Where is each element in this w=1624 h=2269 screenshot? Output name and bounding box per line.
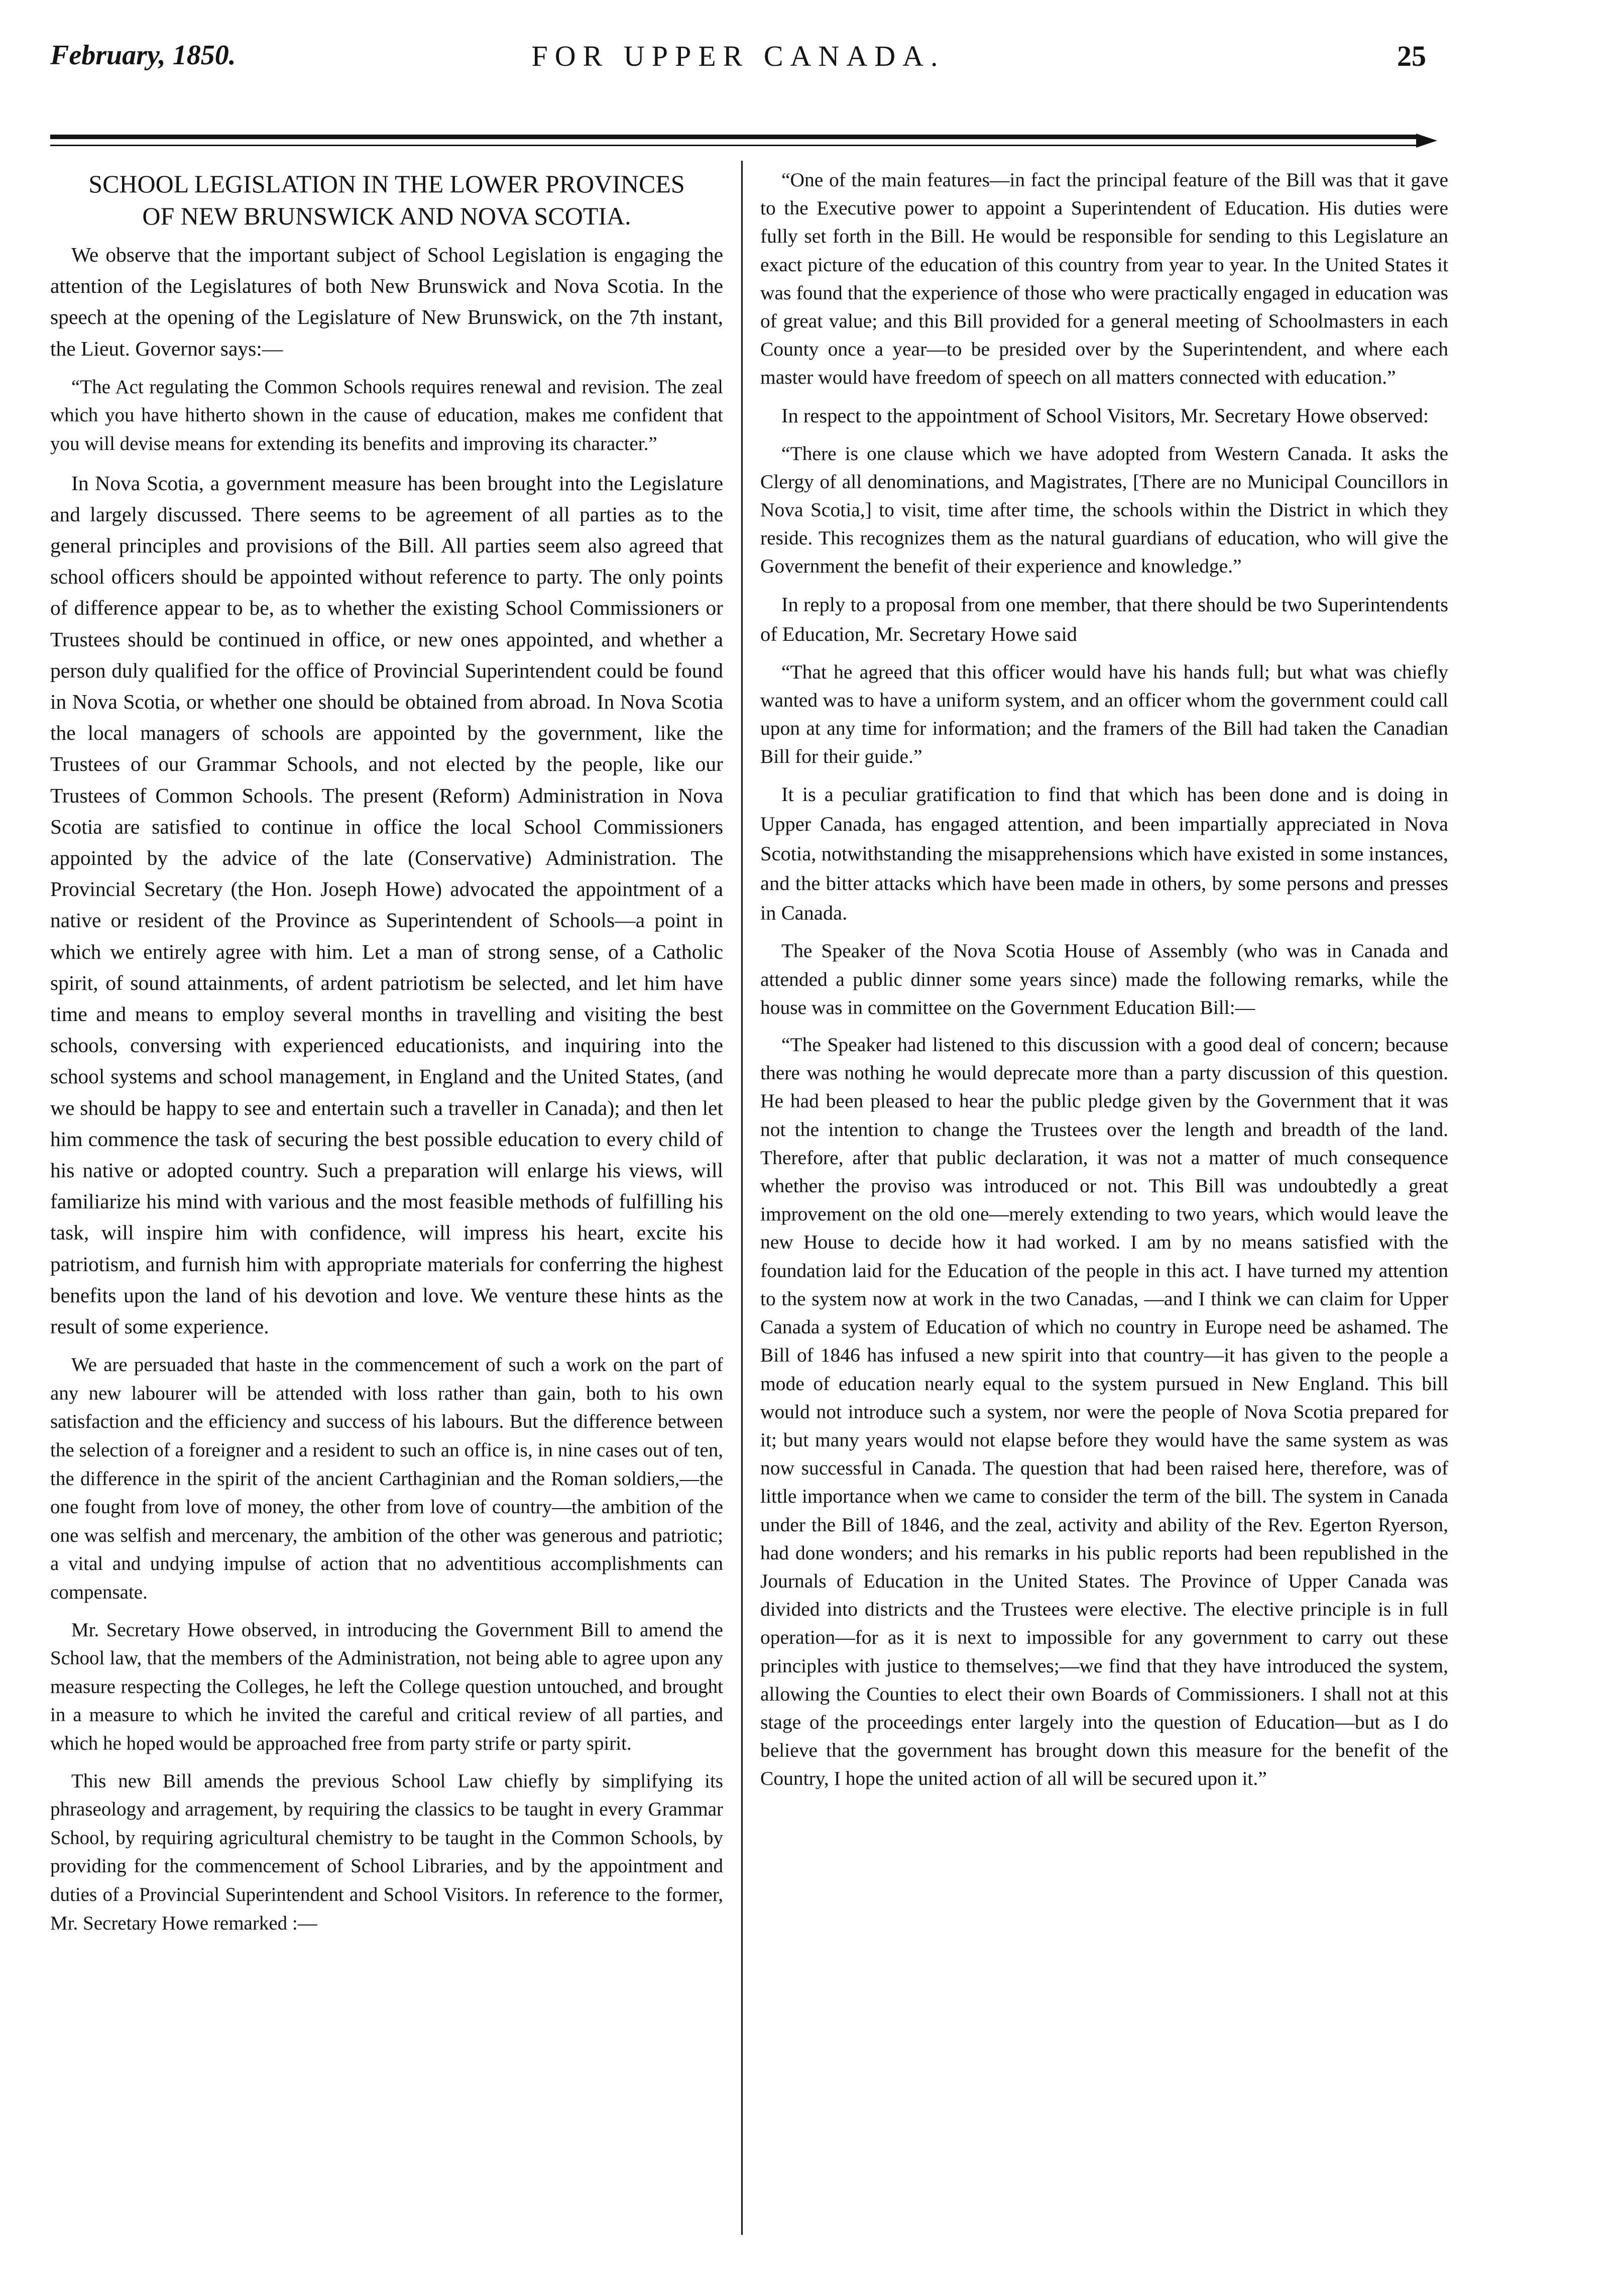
header-rule-arrow: [1416, 134, 1437, 148]
header-rule-thin: [50, 145, 1416, 146]
article-title-line-2: OF NEW BRUNSWICK AND NOVA SCOTIA.: [142, 202, 631, 230]
page-header: [50, 39, 1426, 120]
quote-paragraph: “The Act regulating the Common Schools requires renewal and revision. The zeal which you have hitherto shown in the cause of education, makes me confident that you will devise means for extending its benefits and improving its character.”: [50, 376, 723, 455]
header-journal-title: FOR UPPER CANADA.: [531, 40, 945, 72]
header-date: February, 1850.: [50, 40, 236, 71]
right-column: [760, 166, 1448, 1802]
paragraph: Mr. Secretary Howe observed, in introducing the Government Bill to amend the School law, that the members of the Administration, not being able to agree upon any measure respecting the Colleges, he left the College question untouched, and brought in a measure to which he invited the careful and critical review of all parties, and which he hoped would be approached free from party strife or party spirit.: [50, 1619, 723, 1754]
article-title-line-1: SCHOOL LEGISLATION IN THE LOWER PROVINCES: [88, 170, 685, 198]
left-column: [50, 166, 723, 1947]
paragraph: We are persuaded that haste in the commencement of such a work on the part of any new labourer will be attended with loss rather than gain, both to his own satisfaction and the efficiency and success of his labours. But the difference between the selection of a foreigner and a resident to such an office is, in nine cases out of ten, the difference in the spirit of the ancient Carthaginian and the Roman soldiers,—the one fought from love of money, the other from love of country—the ambition of the one was selfish and mercenary, the ambition of the other was generous and patriotic; a vital and undying impulse of action that no adventitious accomplishments can compensate.: [50, 1354, 723, 1604]
article-title: [50, 168, 723, 232]
quote-paragraph: “The Speaker had listened to this discussion with a good deal of concern; because there was nothing he would deprecate more than a party discussion of this question. He had been pleased to hear the public pledge given by the Government that it was not the intention to change the Trustees over the length and breadth of the land. Therefore, after that public declaration, it was not a matter of much consequence whether the proviso was introduced or not. This Bill was undoubtedly a great improvement on the old one—merely extending to two years, which would leave the new House to decide how it had worked. I am by no means satisfied with the foundation laid for the Education of the people in this act. I have turned my attention to the system now at work in the two Canadas, —and I think we can claim for Upper Canada a system of Education of which no country in Europe need be ashamed. The Bill of 1846 has infused a new spirit into that country—it has given to the people a mode of education nearly equal to the system pursued in New England. This bill would not introduce such a system, nor were the people of Nova Scotia prepared for it; but many years would not elapse before they would have the same system as was now successful in Canada. The question that had been raised here, therefore, was of little importance when we came to consider the term of the bill. The system in Canada under the Bill of 1846, and the zeal, activity and ability of the Rev. Egerton Ryerson, had done wonders; and his remarks in his public reports had been republished in the Journals of Education in the United States. The Province of Upper Canada was divided into districts and the Trustees were elective. The elective principle is in full operation—for as it is next to impossible for any government to carry out these principles with justice to themselves;—we find that they have introduced the system, allowing the Counties to elect their own Boards of Commissioners. I shall not at this stage of the proceedings enter largely into the question of Education—but as I do believe that the government has brought down this measure for the benefit of the Country, I hope the united action of all will be secured upon it.”: [760, 1034, 1448, 1790]
paragraph: In respect to the appointment of School Visitors, Mr. Secretary Howe observed:: [781, 404, 1429, 427]
header-rule-thick: [50, 135, 1416, 139]
paragraph: This new Bill amends the previous School Law chiefly by simplifying its phraseology and arragement, by requiring the classics to be taught in every Grammar School, by requiring agricultural chemistry to be taught in the Common Schools, by providing for the commencement of School Libraries, and by the appointment and duties of a Provincial Superintendent and School Visitors. In reference to the former, Mr. Secretary Howe remarked :—: [50, 1770, 723, 1934]
paragraph: It is a peculiar gratification to find that which has been done and is doing in Upper Canada, has engaged attention, and been impartially appreciated in Nova Scotia, notwithstanding the misapprehensions which have existed in some instances, and the bitter attacks which have been made in others, by some persons and presses in Canada.: [760, 783, 1448, 925]
paragraph: The Speaker of the Nova Scotia House of Assembly (who was in Canada and attended a public dinner some years since) made the following remarks, while the house was in committee on the Government Education Bill:—: [760, 940, 1448, 1018]
quote-paragraph: “That he agreed that this officer would have his hands full; but what was chiefly wanted was to have a uniform system, and an officer whom the government could call upon at any time for information; and the framers of the Bill had taken the Canadian Bill for their guide.”: [760, 660, 1448, 768]
column-divider: [741, 161, 743, 2235]
paragraph: In Nova Scotia, a government measure has been brought into the Legislature and largely discussed. There seems to be agreement of all parties as to the general principles and provisions of the Bill. All parties seem also agreed that school officers should be appointed without reference to party. The only points of difference appear to be, as to whether the existing School Commissioners or Trustees should be continued in office, or new ones appointed, and whether a person duly qualified for the office of Provincial Superintendent could be found in Nova Scotia, or whether one should be obtained from abroad. In Nova Scotia the local managers of schools are appointed by the government, like the Trustees of our Grammar Schools, and not elected by the people, like our Trustees of Common Schools. The present (Reform) Administration in Nova Scotia are satisfied to continue in office the local School Commissioners appointed by the advice of the late (Conservative) Administration. The Provincial Secretary (the Hon. Joseph Howe) advocated the appointment of a native or resident of the Province as Superintendent of Schools—a point in which we entirely agree with him. Let a man of strong sense, of a Catholic spirit, of sound attainments, of ardent patriotism be selected, and let him have time and means to employ several months in travelling and visiting the best schools, conversing with experienced educationists, and inquiring into the school systems and school management, in England and the United States, (and we should be happy to see and entertain such a traveller in Canada); and then let him commence the task of securing the best possible education to every child of his native or adopted country. Such a preparation will enlarge his views, will familiarize his mind with various and the most feasible methods of fulfilling his task, will inspire him with confidence, will impress his heart, excite his patriotism, and furnish him with appropriate materials for conferring the highest benefits upon the land of his devotion and love. We venture these hints as the result of some experience.: [50, 471, 723, 1338]
header-page-number: 25: [1397, 40, 1426, 72]
quote-paragraph: “There is one clause which we have adopted from Western Canada. It asks the Clergy of all denominations, and Magistrates, [There are no Municipal Councillors in Nova Scotia,] to visit, time after time, the schools within the District in which they reside. This recognizes them as the natural guardians of education, who will give the Government the benefit of their experience and knowledge.”: [760, 442, 1448, 578]
paragraph: We observe that the important subject of School Legislation is engaging the attention of the Legislatures of both New Brunswick and Nova Scotia. In the speech at the opening of the Legislature of New Brunswick, on the 7th instant, the Lieut. Governor says:—: [50, 243, 723, 360]
quote-paragraph: “One of the main features—in fact the principal feature of the Bill was that it gave to the Executive power to appoint a Superintendent of Education. His duties were fully set forth in the Bill. He would be responsible for sending to this Legislature an exact picture of the education of this country from year to year. In the United States it was found that the experience of those who were practically engaged in education was of great value; and this Bill provided for a general meeting of Schoolmasters in each County once a year—to be presided over by the Superintendent, and where each master would have freedom of speech on all matters connected with education.”: [760, 169, 1448, 389]
paragraph: In reply to a proposal from one member, that there should be two Superintendents of Education, Mr. Secretary Howe said: [760, 593, 1448, 645]
